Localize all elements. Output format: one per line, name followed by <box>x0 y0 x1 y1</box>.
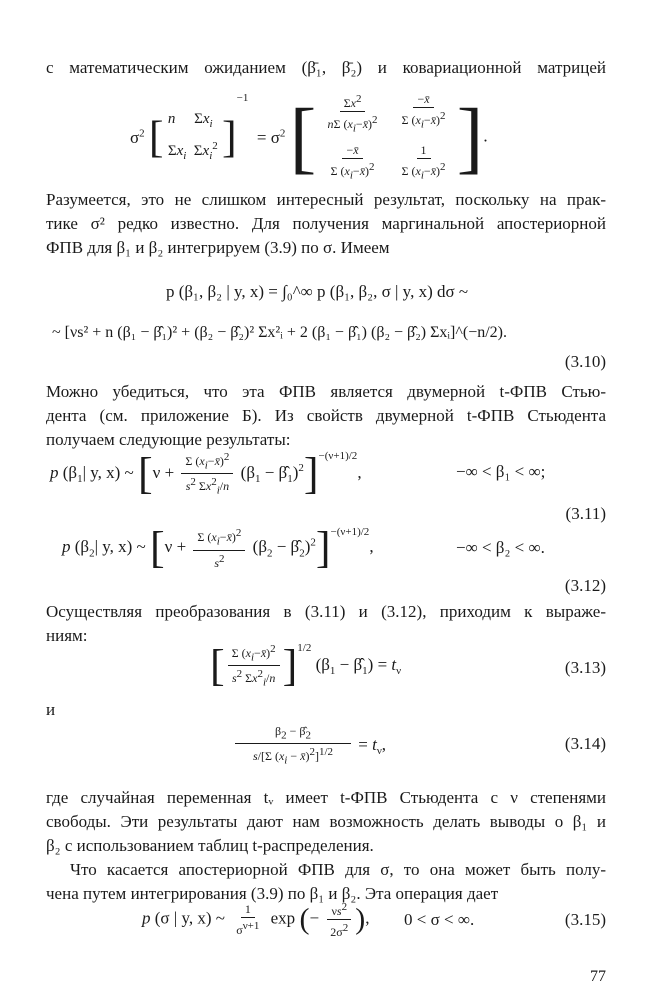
conjunction <box>46 698 606 722</box>
equation-number-3-10: (3.10) <box>564 352 606 371</box>
intro-line: с математическим ожиданием (β̄₁, β̄₂) и ковариационной матрицей <box>46 58 606 77</box>
paragraph-line: ниям: <box>46 626 88 645</box>
equation-3-11-range: −∞ < β₁ < ∞; <box>456 462 546 481</box>
equation-3-10-line-1: p (β₁, β₂ | y, x) = ∫₀^∞ p (β₁, β₂, σ | y, x) dσ ~ <box>166 282 469 301</box>
equation-3-15-range: 0 < σ < ∞. <box>404 910 475 929</box>
paragraph-line: Что касается апостериорной ФПВ для σ, то она может быть полу- <box>70 860 606 879</box>
equation-3-12: p ($\beta_2|$ y, x) ~ [ν + $\frac{\Sigma (xi-x̄)2}{s2}$ ($\beta_2$ − $\betâ_2)^2]^{-(\nu+1)/2}$, <box>62 523 374 572</box>
equation-3-10-line-2: ~ [νs² + n (β₁ − β̂₁)² + (β₂ − β̂₂)² Σx²ᵢ + 2 (β₁ − β̂₁) (β₂ − β̂₂) Σxᵢ]^(−n/2). <box>52 324 507 341</box>
paragraph-line: чена путем интегрирования (3.9) по β₁ и β₂. Эта операция дает <box>46 884 499 903</box>
equation-3-14: $\frac{\beta 2 - \betâ2}{s/[\Sigma (xi - x̄)2]1/2}$ = $t_\nu$, <box>232 724 386 768</box>
paragraph-line: β₂ с использованием таблиц t-распределения. <box>46 836 374 855</box>
paragraph-line: где случайная переменная tᵥ имеет t-ФПВ Стьюдента с ν степенями <box>46 788 606 807</box>
page-number: 77 <box>590 968 606 985</box>
equation-number-3-11: (3.11) <box>565 504 606 523</box>
paragraph-line: Осуществляя преобразования в (3.11) и (3.12), приходим к выраже- <box>46 602 606 621</box>
paragraph-line: дента (см. приложение Б). Из свойств двумерной t-ФПВ Стьюдента <box>46 406 606 425</box>
equation-number-3-13: (3.13) <box>564 658 606 677</box>
conjunction-text: и <box>46 700 56 719</box>
equation-3-11: p ($\beta_1|$ y, x) ~ [ν + $\frac{\Sigma (xi-x̄)2}{s2 \Sigma x2i/n}$ ($\beta_1$ − $\betâ_1)^2]^{-(\nu+1)/2}$, <box>50 448 362 498</box>
paragraph-1 <box>46 188 606 260</box>
paragraph-line: Разумеется, это не слишком интересный результат, поскольку на прак- <box>46 190 606 209</box>
paragraph-line: получаем следующие результаты: <box>46 430 291 449</box>
equation-number-3-12: (3.12) <box>564 576 606 595</box>
paragraph-line: свободы. Эти результаты дают нам возможность делать выводы о β₁ и <box>46 812 606 831</box>
paragraph-2 <box>46 380 606 452</box>
equation-3-13: [ $\frac{\Sigma (xi-x̄)2}{s2 \Sigma x2i/n}$ ]$^{1/2}$ ($\beta_1$ − $\betâ_1) = t_\nu$ <box>210 640 402 690</box>
equation-3-15: p (σ | y, x) ~ $\frac{1}{\sigma\nu+1}$ exp (− $\frac{\nu s2}{2\sigma 2}$ ), <box>142 901 370 939</box>
covariance-matrix-equation: $\sigma^2$ [ n $\Sigma x_i$ $\Sigma x_i$ $\Sigma x_i^2$ ]$^{-1} = \sigma^2$ [ $\frac{\Sigma x2}{n\Sigma (xi-x̄)2}$ $\frac{-x̄}{\Sigma (xi-x̄)2}$ $\frac{-x̄}{\Sigma (xi-x̄)2}$ $\frac{1}{\Sigma (xi-x̄)2}$ ]. <box>130 92 488 182</box>
paragraph-3 <box>46 600 606 648</box>
equation-number-3-14: (3.14) <box>564 734 606 753</box>
paragraph-line: ФПВ для β₁ и β₂ интегрируем (3.9) по σ. Имеем <box>46 238 390 257</box>
paragraph-line: тике σ² редко известно. Для получения маргинальной апостериорной <box>46 214 606 233</box>
equation-number-3-15: (3.15) <box>564 910 606 929</box>
paragraph-line: Можно убедиться, что эта ФПВ является двумерной t-ФПВ Стью- <box>46 382 606 401</box>
paragraph-5 <box>46 858 606 906</box>
paragraph-4 <box>46 786 606 858</box>
intro-paragraph <box>46 56 606 80</box>
equation-3-12-range: −∞ < β₂ < ∞. <box>456 538 545 557</box>
